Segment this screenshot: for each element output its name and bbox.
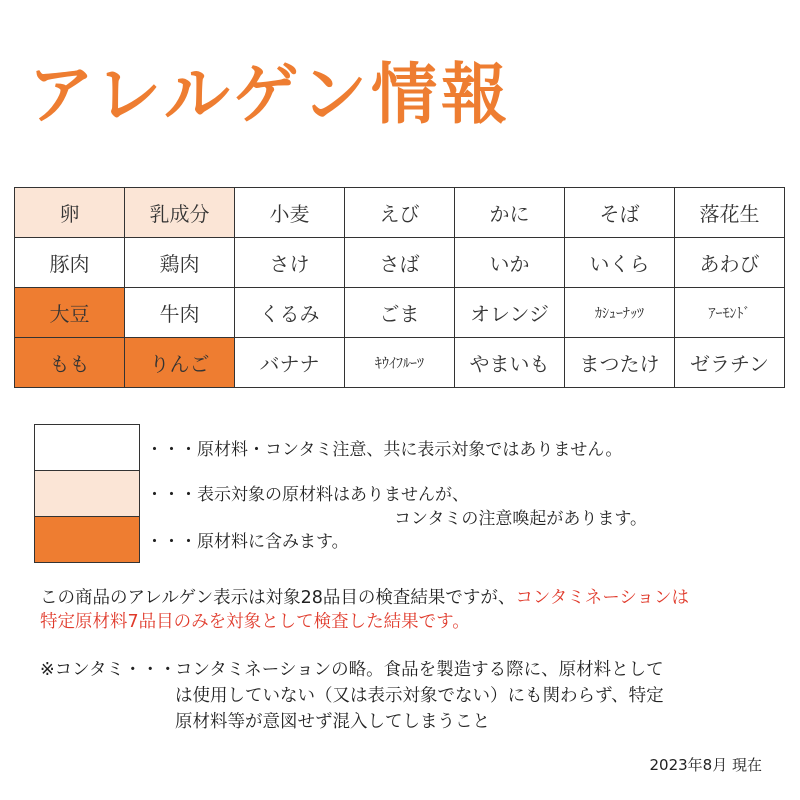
allergen-cell: バナナ [235,338,345,388]
allergen-cell: 落花生 [675,188,785,238]
legend-text-contamination-2: コンタミの注意喚起があります。 [394,509,647,529]
allergen-cell: ゼラチン [675,338,785,388]
allergen-cell: ｶｼｭｰﾅｯﾂ [565,288,675,338]
allergen-row [15,238,785,288]
allergen-cell: 卵 [15,188,125,238]
allergen-cell: 鶏肉 [125,238,235,288]
legend-swatch-contains [35,517,139,562]
allergen-row [15,288,785,338]
allergen-cell: ｷｳｲﾌﾙｰﾂ [345,338,455,388]
allergen-cell: 豚肉 [15,238,125,288]
remark-line-1: コンタミネーションの略。食品を製造する際に、原材料として [175,660,664,680]
allergen-cell: やまいも [455,338,565,388]
allergen-cell: 牛肉 [125,288,235,338]
allergen-row [15,188,785,238]
allergen-table [14,187,785,388]
allergen-cell: 小麦 [235,188,345,238]
page-title: アレルゲン情報 [28,56,512,133]
note-text: この商品のアレルゲン表示は対象28品目の検査結果ですが、 [40,588,516,608]
allergen-cell: まつたけ [565,338,675,388]
allergen-cell: くるみ [235,288,345,338]
allergen-cell: 大豆 [15,288,125,338]
allergen-cell: えび [345,188,455,238]
remark-label: ※コンタミ・・・ [40,660,177,680]
allergen-cell: いくら [565,238,675,288]
allergen-cell: いか [455,238,565,288]
allergen-cell: かに [455,188,565,238]
legend-text-contamination-1: ・・・表示対象の原材料はありませんが、 [146,485,469,505]
inspection-note [40,586,689,634]
remark-line-3: 原材料等が意図せず混入してしまうこと [175,712,490,732]
allergen-cell: オレンジ [455,288,565,338]
allergen-cell: あわび [675,238,785,288]
remark-body [175,657,664,735]
allergen-cell: そば [565,188,675,238]
allergen-cell: りんご [125,338,235,388]
allergen-cell: ごま [345,288,455,338]
note-highlight-1: コンタミネーションは [515,588,690,608]
as-of-date: 2023年8月 現在 [649,756,762,774]
legend-swatches [34,424,140,563]
allergen-cell: ｱｰﾓﾝﾄﾞ [675,288,785,338]
allergen-cell: さば [345,238,455,288]
allergen-cell: さけ [235,238,345,288]
note-highlight-2: 特定原材料7品目のみを対象として検査した結果です。 [40,612,470,632]
legend-swatch-none [35,425,139,471]
remark-line-2: は使用していない（又は表示対象でない）にも関わらず、特定 [175,686,664,706]
allergen-cell: 乳成分 [125,188,235,238]
allergen-row [15,338,785,388]
legend-text-contains: ・・・原材料に含みます。 [146,532,349,552]
legend-swatch-contamination [35,471,139,517]
allergen-cell: もも [15,338,125,388]
legend-text-none: ・・・原材料・コンタミ注意、共に表示対象ではありません。 [146,440,623,460]
